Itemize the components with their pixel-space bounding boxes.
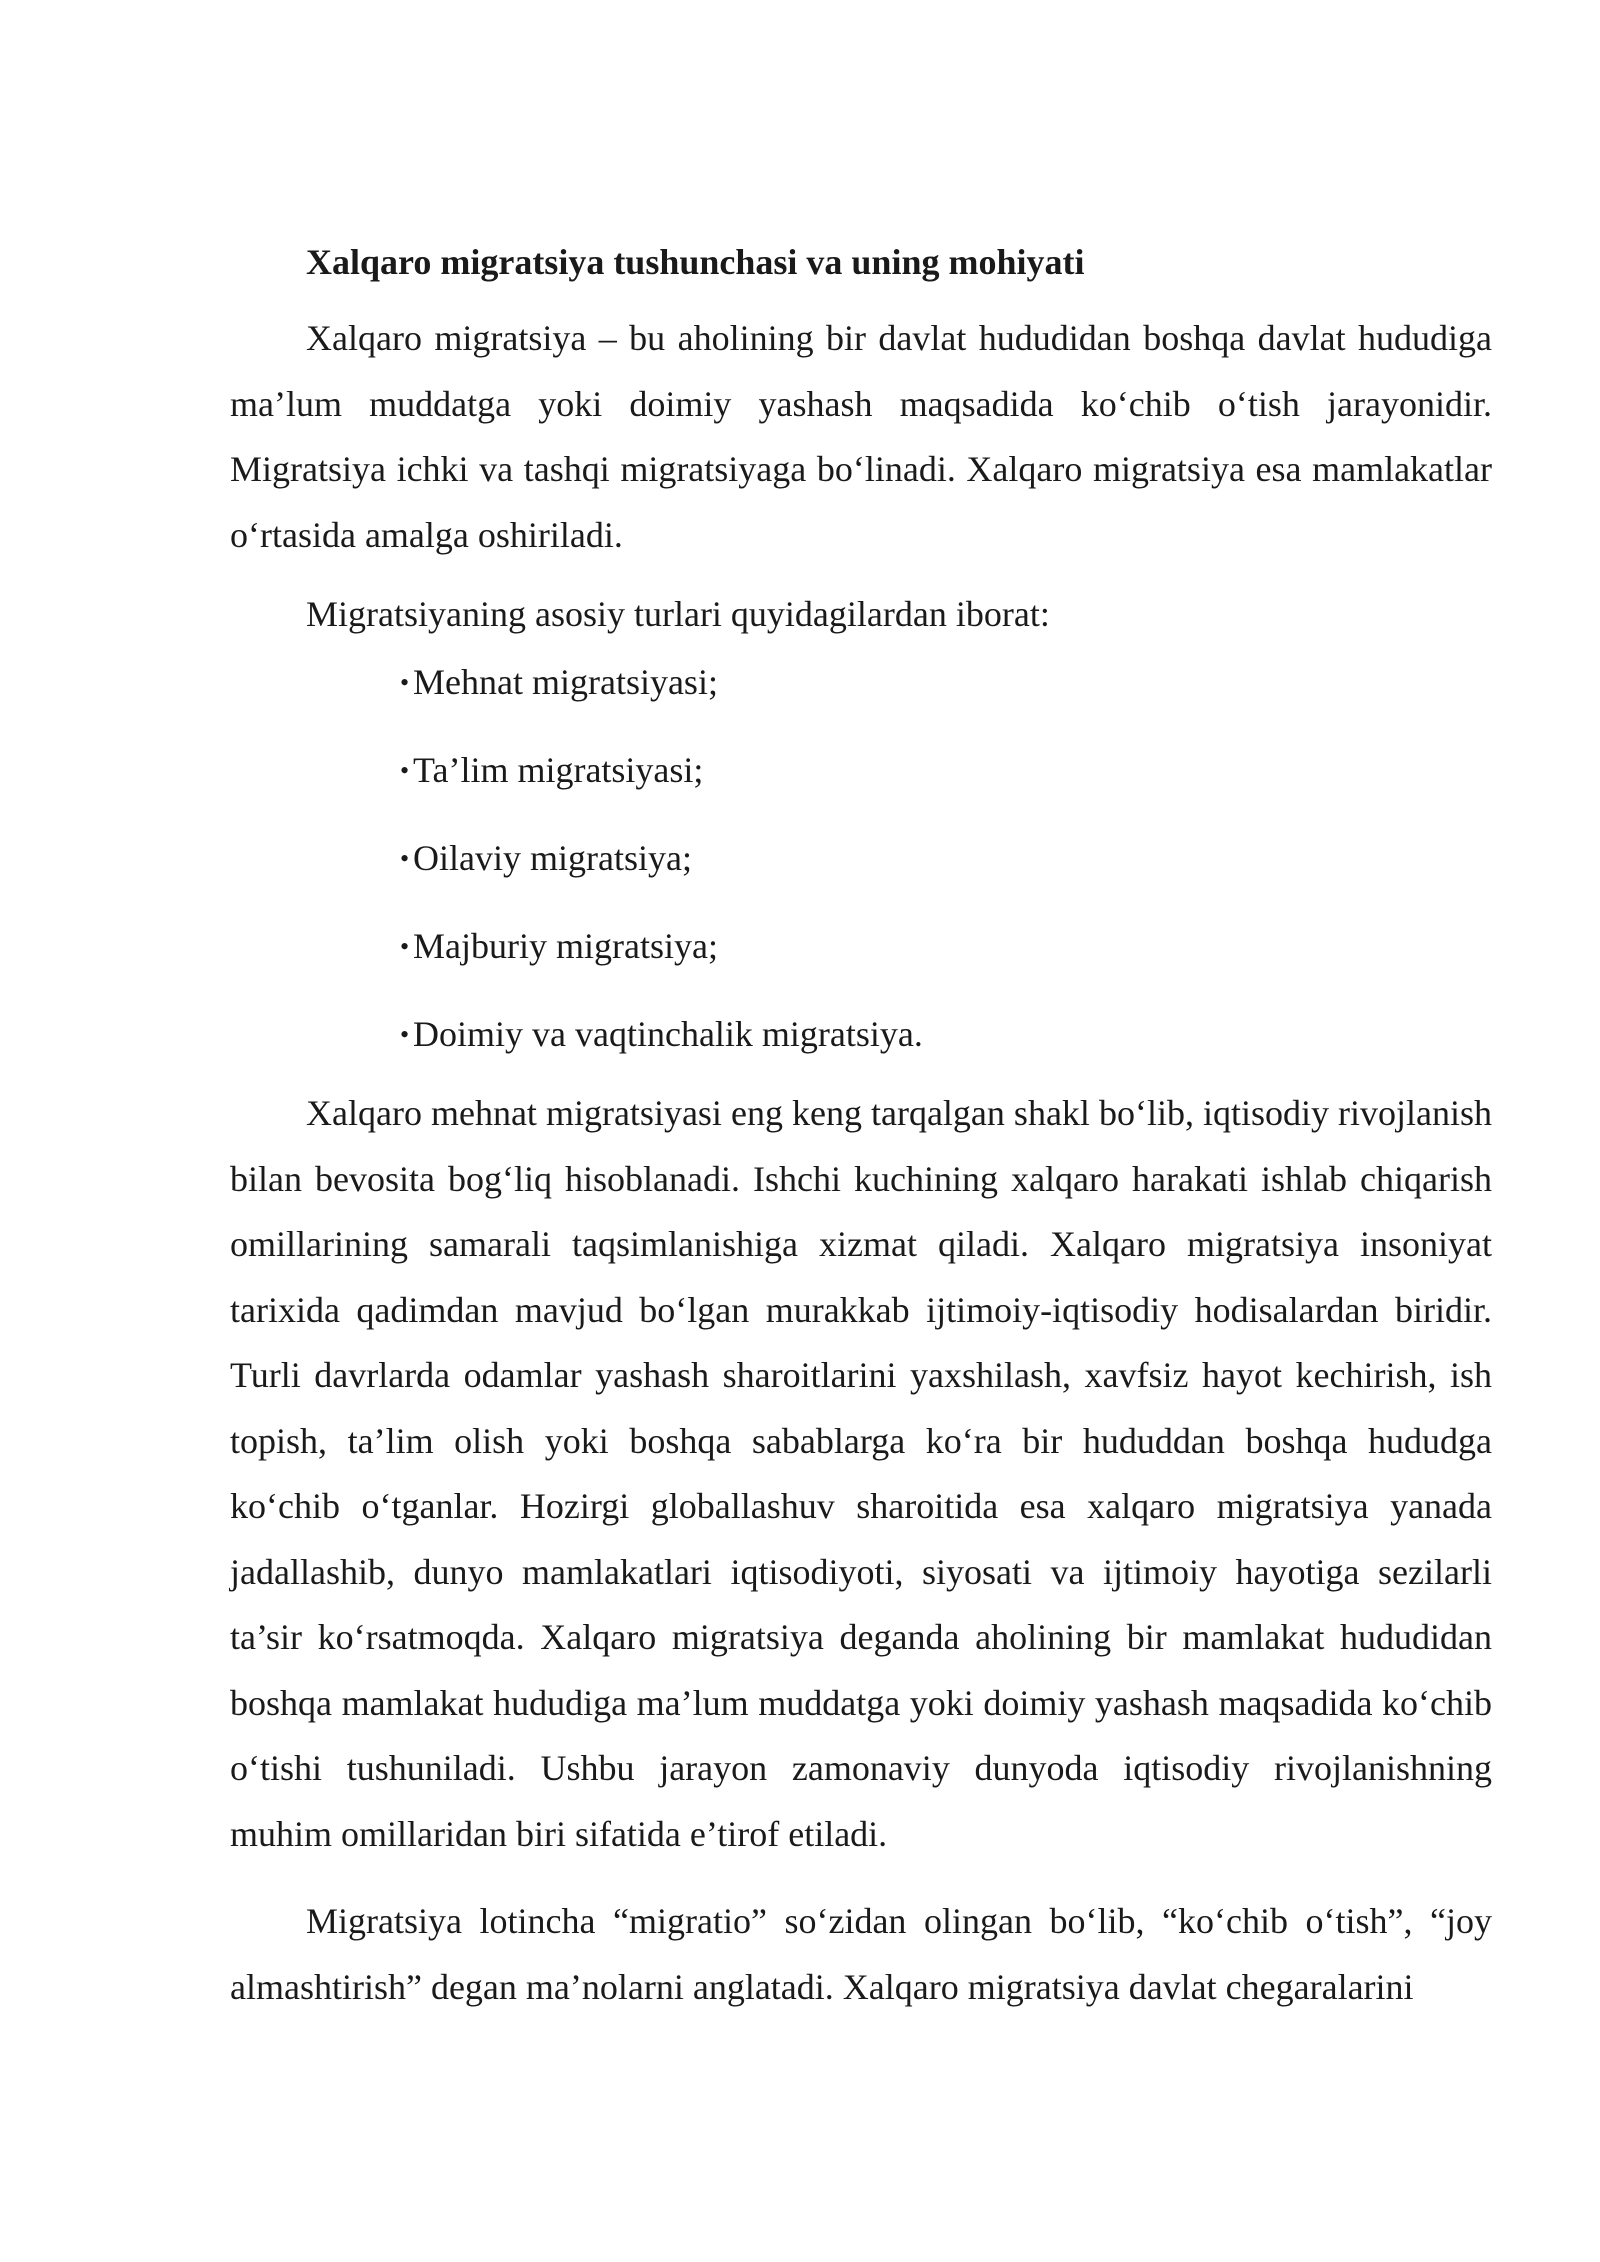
- list-item: [400, 834, 1492, 883]
- list-item-text: Ta’lim migratsiyasi;: [413, 750, 704, 790]
- paragraph-definition: Xalqaro migratsiya – bu aholining bir davlat hududidan boshqa davlat hududiga ma’lum muddatga yoki doimiy yashash maqsadida ko‘chib o‘tish jarayonidir. Migratsiya ichki va tashqi migratsiyaga bo‘linadi. Xalqaro migratsiya esa mamlakatlar o‘rtasida amalga oshiriladi.: [230, 318, 1492, 555]
- bullet-icon: •: [400, 844, 410, 873]
- bullet-icon: •: [400, 932, 410, 961]
- list-item-text: Mehnat migratsiyasi;: [413, 662, 718, 702]
- list-item: [400, 1010, 1492, 1059]
- bullet-icon: •: [400, 756, 410, 785]
- document-title: Xalqaro migratsiya tushunchasi va uning mohiyati: [306, 242, 1085, 282]
- document-page: [230, 238, 1492, 2042]
- list-item-text: Majburiy migratsiya;: [413, 926, 718, 966]
- list-item: [400, 922, 1492, 971]
- list-item: [400, 658, 1492, 707]
- paragraph-etymology: Migratsiya lotincha “migratio” so‘zidan olingan bo‘lib, “ko‘chib o‘tish”, “joy almashtirish” degan ma’nolarni anglatadi. Xalqaro migratsiya davlat chegaralarini: [230, 1901, 1492, 2007]
- bullet-icon: •: [400, 1020, 410, 1049]
- list-item: [400, 746, 1492, 795]
- list-item-text: Oilaviy migratsiya;: [413, 838, 692, 878]
- list-item-text: Doimiy va vaqtinchalik migratsiya.: [413, 1014, 923, 1054]
- migration-types-list: [230, 658, 1492, 1059]
- paragraph-list-intro: Migratsiyaning asosiy turlari quyidagilardan iborat:: [306, 594, 1050, 634]
- bullet-icon: •: [400, 668, 410, 697]
- paragraph-labor-migration: Xalqaro mehnat migratsiyasi eng keng tarqalgan shakl bo‘lib, iqtisodiy rivojlanish bilan bevosita bog‘liq hisoblanadi. Ishchi kuchining xalqaro harakati ishlab chiqarish omillarining samarali taqsimlanishiga xizmat qiladi. Xalqaro migratsiya insoniyat tarixida qadimdan mavjud bo‘lgan murakkab ijtimoiy-iqtisodiy hodisalardan biridir. Turli davrlarda odamlar yashash sharoitlarini yaxshilash, xavfsiz hayot kechirish, ish topish, ta’lim olish yoki boshqa sabablarga ko‘ra bir hududdan boshqa hududga ko‘chib o‘tganlar. Hozirgi globallashuv sharoitida esa xalqaro migratsiya yanada jadallashib, dunyo mamlakatlari iqtisodiyoti, siyosati va ijtimoiy hayotiga sezilarli ta’sir ko‘rsatmoqda. Xalqaro migratsiya deganda aholining bir mamlakat hududidan boshqa mamlakat hududiga ma’lum muddatga yoki doimiy yashash maqsadida ko‘chib o‘tishi tushuniladi. Ushbu jarayon zamonaviy dunyoda iqtisodiy rivojlanishning muhim omillaridan biri sifatida e’tirof etiladi.: [230, 1093, 1492, 1854]
